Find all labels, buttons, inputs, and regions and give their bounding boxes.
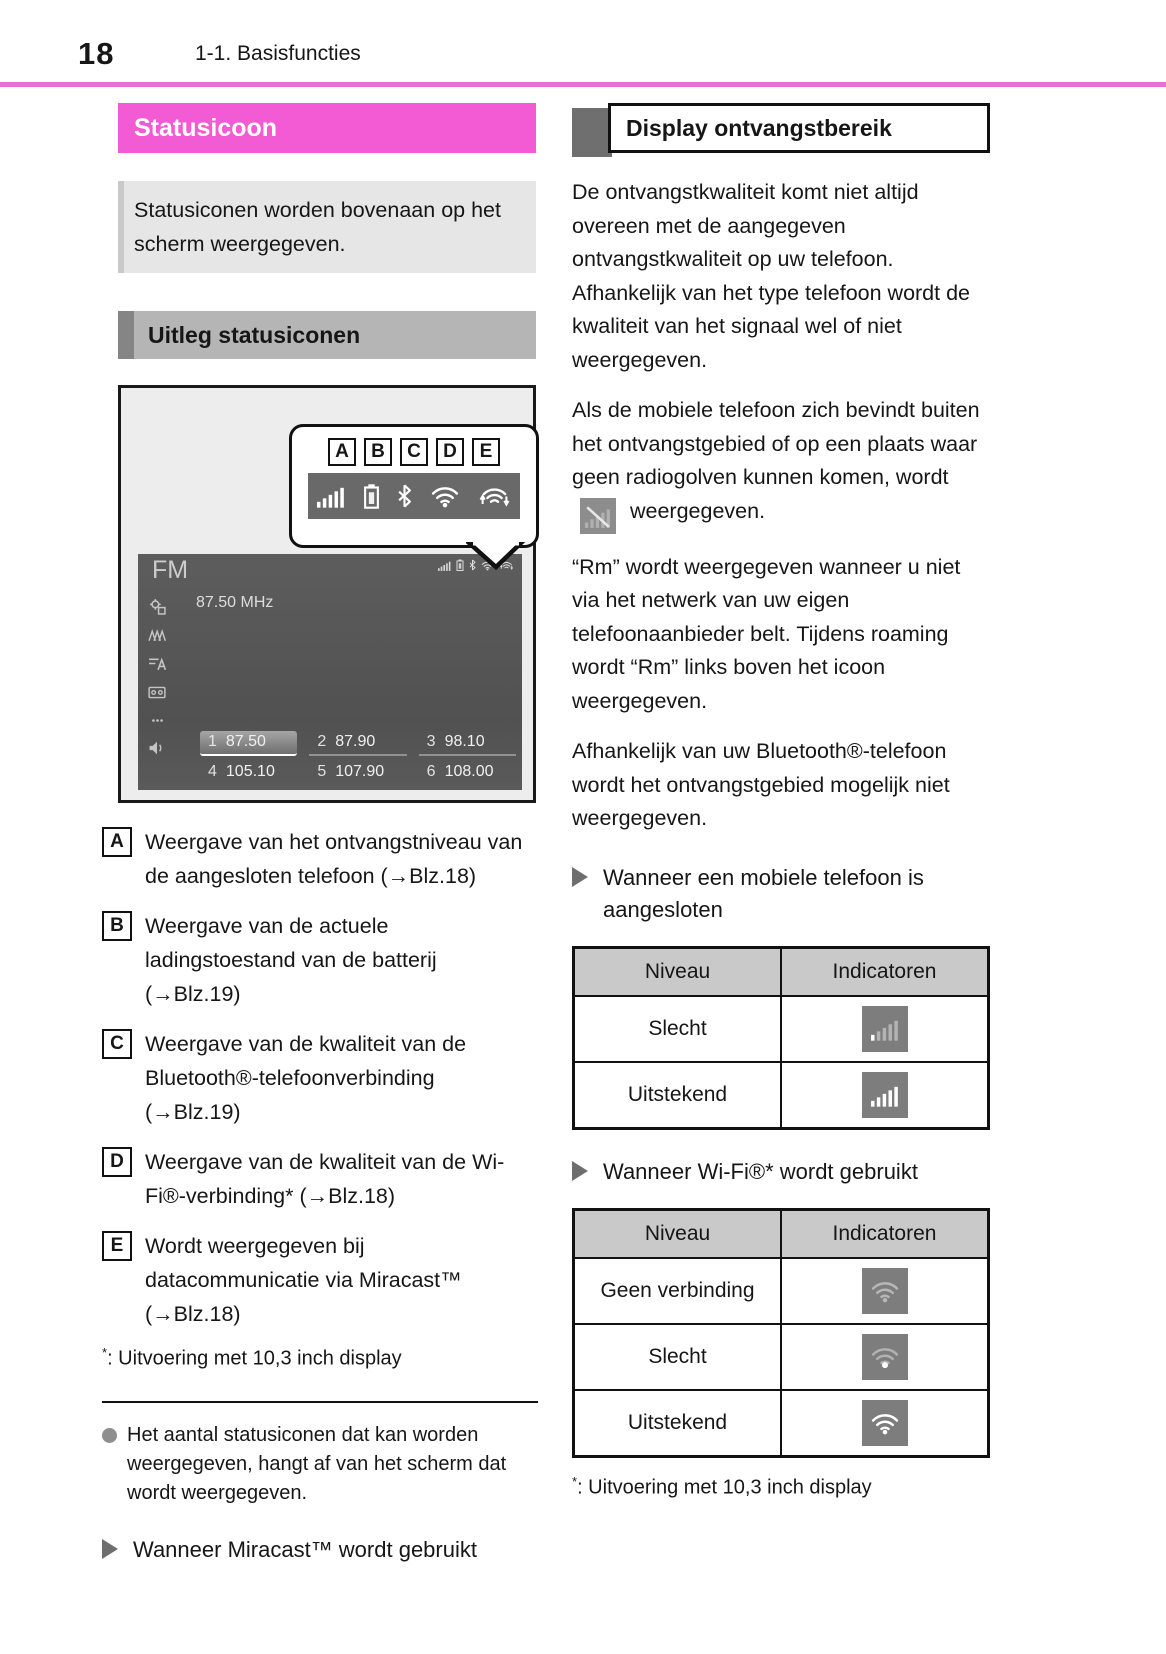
preset-frequency: 108.00 (444, 763, 494, 780)
level-cell: Slecht (574, 1324, 782, 1390)
legend-item-e (102, 1229, 536, 1331)
table-row (574, 996, 989, 1062)
subheading-marker (118, 311, 134, 359)
preset-frequency: 105.10 (225, 763, 275, 780)
phone-connected-item (572, 862, 990, 926)
preset-frequency: 98.10 (444, 733, 485, 750)
preset-button-1[interactable] (200, 731, 297, 756)
indicator-cell (781, 1324, 989, 1390)
legend-text: Weergave van de actuele ladingstoestand van de batterij (→Blz.19) (145, 914, 437, 1006)
section-title-ontvangstbereik (572, 103, 990, 159)
miracast-usage-label: Wanneer Miracast™ wordt gebruikt (133, 1536, 477, 1562)
wifi-signal-table (572, 1208, 990, 1458)
wifi-none-icon (862, 1268, 908, 1314)
section-title-statusicoon: Statusicoon (118, 103, 536, 153)
battery-icon (363, 483, 380, 509)
seek-icon[interactable] (148, 628, 167, 643)
footnote-symbol: * (102, 1345, 108, 1360)
column-header-niveau: Niveau (574, 947, 782, 996)
table-row (574, 1390, 989, 1457)
preset-button-4[interactable] (200, 761, 297, 784)
title-label: Display ontvangstbereik (626, 114, 892, 141)
footnote-symbol: * (572, 1473, 578, 1489)
column-header-niveau: Niveau (574, 1209, 782, 1258)
preset-button-5[interactable] (309, 761, 406, 784)
page-number: 18 (78, 36, 115, 71)
legend-text: Wordt weergegeven bij datacommunicatie via Miracast™ (→Blz.18) (145, 1234, 462, 1326)
callout-label-a: A (328, 438, 356, 466)
phone-signal-table (572, 946, 990, 1130)
preset-button-2[interactable] (309, 731, 406, 756)
note-text: Het aantal statusiconen dat kan worden weergegeven, hangt af van het scherm dat wordt weergegeven. (127, 1423, 507, 1504)
status-icons-figure (118, 385, 536, 803)
miracast-usage-item (102, 1534, 536, 1566)
callout-label-e: E (472, 438, 500, 466)
indicator-cell (781, 996, 989, 1062)
preset-number: 4 (208, 763, 217, 780)
footnote-text: : Uitvoering met 10,3 inch display (107, 1347, 402, 1370)
preset-number: 1 (208, 733, 217, 750)
battery-icon (456, 559, 464, 571)
screen-sidebar (138, 588, 176, 790)
table-row (574, 1258, 989, 1324)
arrow-right-icon (572, 1161, 588, 1181)
callout-pointer (466, 542, 526, 572)
arrow-right-icon (102, 1539, 118, 1559)
preset-button-3[interactable] (419, 731, 516, 756)
no-signal-icon (580, 498, 616, 534)
level-cell: Uitstekend (574, 1062, 782, 1129)
table-row (574, 1062, 989, 1129)
subheading-label: Uitleg statusiconen (148, 321, 361, 348)
left-column (102, 103, 536, 1566)
paragraph-3: “Rm” wordt weergegeven wanneer u niet via het netwerk van uw eigen telefoonaanbieder belt. Tijdens roaming wordt “Rm” links boven het icoon weergegeven. (572, 554, 961, 713)
signal-icon (317, 484, 345, 508)
volume-icon[interactable] (148, 740, 166, 756)
head-unit-screen (138, 554, 522, 790)
subheading-uitleg-statusiconen (118, 311, 536, 359)
legend-item-b (102, 909, 536, 1011)
wifi-usage-item (572, 1156, 990, 1188)
legend-text: Weergave van de kwaliteit van de Bluetooth®-telefoonverbinding (→Blz.19) (145, 1032, 467, 1124)
station-list-icon[interactable] (148, 656, 167, 671)
legend-key: B (102, 911, 132, 941)
table-row (574, 1324, 989, 1390)
legend-key: C (102, 1029, 132, 1059)
legend-item-a (102, 825, 536, 893)
preset-frequency: 107.90 (335, 763, 385, 780)
footnote-right (572, 1474, 990, 1500)
wifi-usage-label: Wanneer Wi-Fi®* wordt gebruikt (603, 1158, 918, 1184)
indicator-cell (781, 1258, 989, 1324)
settings-icon[interactable] (149, 598, 166, 615)
column-header-indicatoren: Indicatoren (781, 1209, 989, 1258)
preset-number: 5 (317, 763, 327, 780)
legend-key: A (102, 827, 132, 857)
title-block-marker (572, 108, 612, 157)
preset-number: 6 (426, 763, 436, 780)
column-header-indicatoren: Indicatoren (781, 947, 989, 996)
intro-note: Statusiconen worden bovenaan op het scherm weergegeven. (118, 181, 536, 273)
more-icon[interactable] (149, 714, 166, 727)
legend-item-c (102, 1027, 536, 1129)
wifi-weak-icon (862, 1334, 908, 1380)
legend-text: Weergave van de kwaliteit van de Wi-Fi®-verbinding* (→Blz.18) (145, 1150, 505, 1208)
right-column (572, 103, 990, 1566)
wifi-icon (430, 484, 460, 508)
source-label: FM (152, 556, 189, 584)
signal-icon (438, 560, 451, 571)
paragraph-1: De ontvangstkwaliteit komt niet altijd overeen met de aangegeven ontvangstkwaliteit op uw telefoon. Afhankelijk van het type telefoon wordt de kwaliteit van het signaal wel of niet weergegeven. (572, 180, 971, 372)
callout-label-d: D (436, 438, 464, 466)
preset-button-6[interactable] (419, 761, 516, 784)
preset-frequency: 87.50 (225, 733, 266, 750)
divider (102, 1401, 538, 1403)
signal-weak-icon (862, 1006, 908, 1052)
legend-list (102, 825, 536, 1331)
breadcrumb-section: 1-1. Basisfuncties (195, 42, 361, 65)
indicator-cell (781, 1062, 989, 1129)
note-item (102, 1421, 536, 1508)
level-cell: Slecht (574, 996, 782, 1062)
phone-connected-label: Wanneer een mobiele telefoon is aangesloten (603, 864, 924, 922)
miracast-icon (478, 484, 511, 509)
level-cell: Uitstekend (574, 1390, 782, 1457)
paragraph-2 (572, 394, 990, 534)
paragraph-4: Afhankelijk van uw Bluetooth®-telefoon wordt het ontvangstgebied mogelijk niet weergegeven. (572, 739, 950, 830)
preset-number: 3 (426, 733, 436, 750)
callout-label-b: B (364, 438, 392, 466)
footnote-left (102, 1345, 536, 1371)
callout-label-c: C (400, 438, 428, 466)
footnote-text: : Uitvoering met 10,3 inch display (577, 1476, 872, 1499)
arrow-right-icon (572, 867, 588, 887)
paragraph-2-after: weergegeven. (629, 498, 766, 523)
legend-item-d (102, 1145, 536, 1213)
preset-frequency: 87.90 (335, 733, 376, 750)
bullet-icon (102, 1428, 117, 1443)
preset-number: 2 (317, 733, 327, 750)
legend-key: D (102, 1147, 132, 1177)
frequency-readout: 87.50 MHz (196, 594, 274, 611)
paragraph-2-before: Als de mobiele telefoon zich bevindt buiten het ontvangstgebied of op een plaats waar geen radiogolven kunnen komen, wordt (572, 398, 980, 489)
callout-box (289, 424, 539, 548)
preset-list (200, 726, 516, 784)
tape-icon[interactable] (148, 684, 166, 701)
signal-strong-icon (862, 1072, 908, 1118)
legend-key: E (102, 1231, 132, 1261)
level-cell: Geen verbinding (574, 1258, 782, 1324)
legend-text: Weergave van het ontvangstniveau van de aangesloten telefoon (→Blz.18) (145, 830, 523, 888)
bluetooth-icon (397, 483, 412, 509)
wifi-strong-icon (862, 1400, 908, 1446)
status-icon-strip (308, 473, 520, 519)
top-rule (0, 82, 1166, 87)
indicator-cell (781, 1390, 989, 1457)
